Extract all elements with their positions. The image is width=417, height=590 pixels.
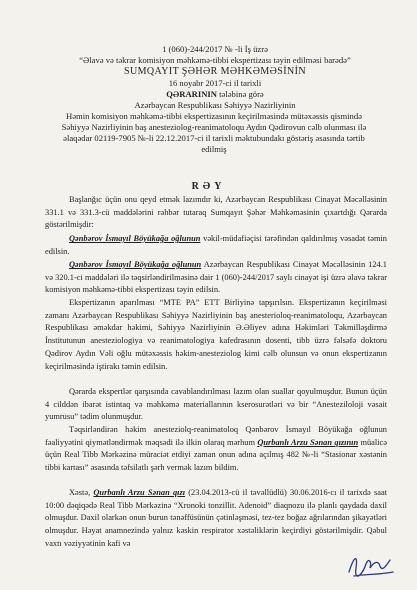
court-name: SUMQAYIT ŞƏHƏR MƏHKƏMƏSİNİN [124, 66, 306, 77]
decision-date: 16 noyabr 2017-ci il tarixli [168, 78, 262, 88]
defendant-name: Qənbərov İsmayıl Böyükağa oğlunun [69, 260, 202, 269]
decision-line [60, 89, 370, 100]
decision-tail: tələbinə görə [216, 89, 264, 99]
paragraph-6: Təqsirləndirən həkim anesteziolq-reanimatoloq Qənbərov İsmayıl Böyükağa oğlunun fəaliyyətini qiymətləndirmək məqsədi ilə ilkin olaraq mərhum Qurbanlı Arzu Sənan qızının müalicə üçün Real Tibb Mərkəzinə müraciət etdiyi zaman onun adına açılmış 482 №-li “Stasionar xəstənin tibbi kartası” əsasında təfsilatlı şərh vermək lazım bildim. [45, 425, 387, 473]
case-subject: “Əlavə və təkrar komisiyon məhkəmə-tibbi ekspertizası təyin edilməsi barədə” [79, 55, 351, 65]
patient-name: Qurbanlı Arzu Sənan qızının [257, 437, 359, 447]
paragraph-1: Başlanğıc üçün onu qeyd etmək lazımdır ki, Azərbaycan Respublikası Cinayət Məcəlləsinin 331.1 və 331.3-cü maddələrini rəhbər tutaraq Sumqayıt Şəhər Məhkəməsinin çıxartdığı Qərarda göstərilmişdir: [45, 195, 387, 230]
decision-word: QƏRARININ [166, 89, 217, 99]
paragraph-3: Qənbərov İsmayıl Böyükağa oğlunun Azərbaycan Respublikası Cinayət Məcəlləsinin 124.1 və 320.1-ci maddələri ilə təqsirləndirilməsinə dair 1 (060)-244/2017 saylı cinayət işi üzrə əlavə təkrar komisiyon məhkəmə-tibbi ekspertizası təyin edilsin. [45, 260, 387, 295]
defendant-name: Qənbərov İsmayıl Böyükağa oğlunun [69, 234, 201, 243]
intro-text: Həmin komisiyon məhkəmə-tibbi ekspertizasının keçirilməsində mütəxəssis qismində Səhiyyə Nazirliyinin baş anesteziolog-reanimatoloqu Aydın Qədirovun cəlb olunması ilə əlaqədar 02119-7905 №-li 22.12.2017-ci il tarixli məktubundakı göstəriş əsasında tərtib edilmiş [61, 111, 367, 154]
paragraph-2: Qənbərov İsmayıl Böyükağa oğlunun vəkil-müdafiəçisi tərəfindən qaldırılmış vəsadət təmin edilsin. [45, 234, 387, 256]
patient-name: Qurbanlı Arzu Sənan qızı [93, 488, 186, 497]
paragraph-4: Ekspertizanın aparılması “MTE PA” ETT Birliyinə tapşırılsın. Ekspertizanın keçirilməsi zamanı Azərbaycan Respublikası Səhiyyə Nazirliyinin baş anesterioloq-reanimatoloqu, Azərbaycan Respublikası əməkdar həkimi, Səhiyyə Nazirliyinin Ə.Əliyev adına Həkimləri Təkmilləşdirmə İnstitutunun anesteziologiya və reanimatologiya kafedrasının dosenti, tibb üzrə fəlsəfə doktoru Qədirov Aydın Vəli oğlu mütəxəssis həkim-anesteziolog kimi cəlb olunsun və onun ekspertizanın keçirilməsində iştirakı təmin edilsin. [45, 298, 387, 371]
handwritten-signature-icon [346, 546, 396, 582]
paragraph-7: Xəstə, Qurbanlı Arzu Sənan qızı (23.04.2013-cü il təvəllüdlü) 30.06.2016-cı il tarixdə saat 10:00 dəqiqədə Real Tibb Mərkəzinə “Xronoki tonzillit. Adenoid” diaqnozu ilə planlı qaydada daxil olmuşdur. Daxil olarkən onun burun tənəffüsünün çətinləşməsi, tez-tez boğaz ağrılarından şikayətləri olmuşdur. Həyat anamnezində yalnız kəskin respirator xəstəliklərin keçirdiyi göstərilmişdir. Qəbul vaxtı vəziyyətinin kafi və [45, 488, 387, 548]
section-title: RƏY [191, 181, 226, 192]
case-number: 1 (060)-244/2017 № -li İş üzrə [162, 44, 268, 54]
paragraph-5: Qərarda ekspertlər qarşısında cavablandırılması lazım olan suallar qoyulmuşdur. Bunun üçün 4 cilddən ibarət istintaq və məhkəmə materiallarının kserosurətləri və bir “Anesteziloloji vəsait yumrusu” tədim olunmuşdur. [45, 387, 387, 422]
ministry-name: Azərbaycan Respublikası Səhiyyə Nazirliyinin [134, 100, 296, 110]
